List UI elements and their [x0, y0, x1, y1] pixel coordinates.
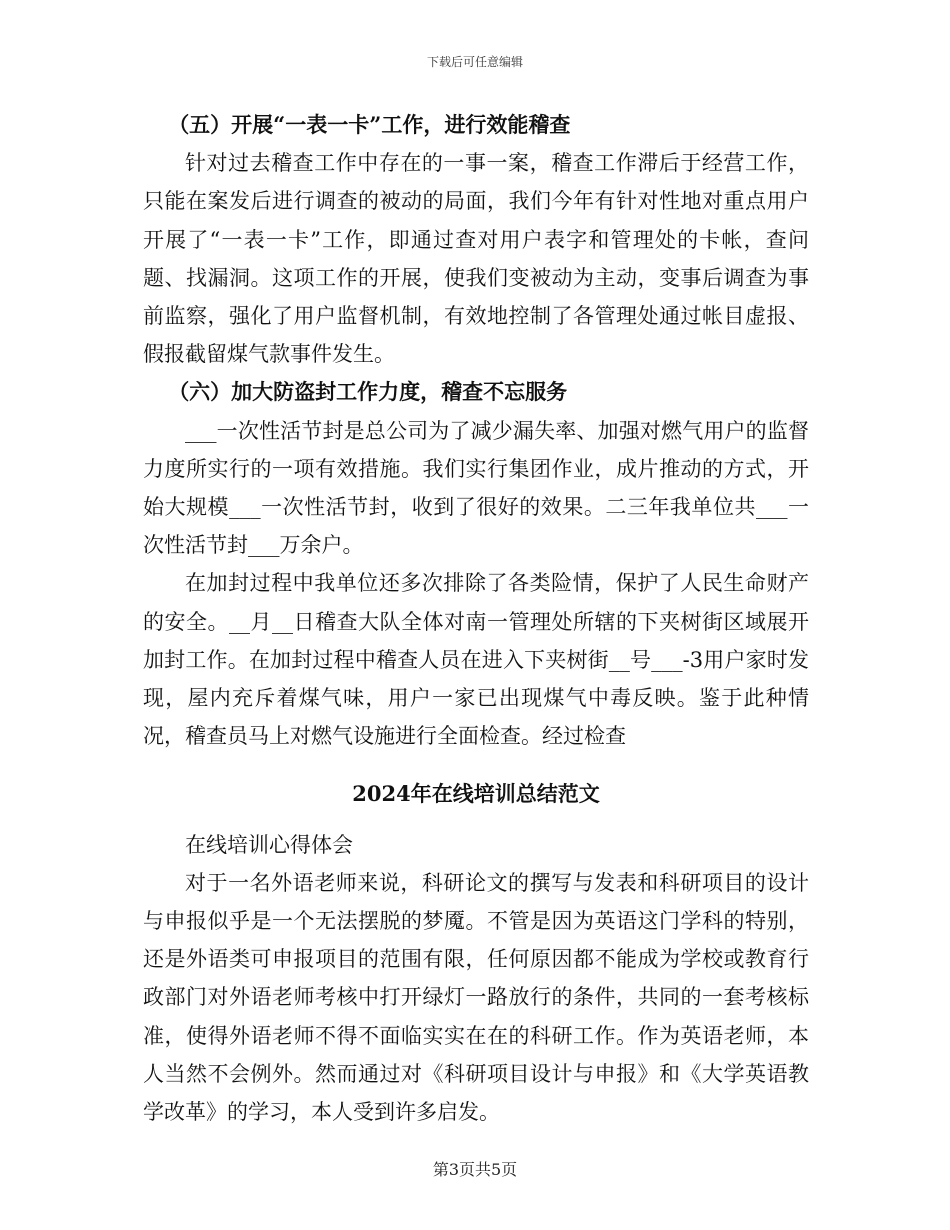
document-body: [143, 106, 809, 1131]
page-number: 第3页共5页: [432, 1160, 518, 1179]
section-heading-5: （五）开展“一表一卡”工作，进行效能稽查: [168, 112, 571, 137]
document-title: 2024年在线培训总结范文: [352, 781, 600, 807]
paragraph: 针对过去稽查工作中存在的一事一案，稽查工作滞后于经营工作，只能在案发后进行调查的被动的局面，我们今年有针对性地对重点用户开展了“一表一卡”工作，即通过查对用户表字和管理处的卡帐，查问题、找漏洞。这项工作的开展，使我们变被动为主动，变事后调查为事前监察，强化了用户监督机制，有效地控制了各管理处通过帐目虚报、假报截留煤气款事件发生。: [143, 151, 809, 367]
section-heading-6: （六）加大防盗封工作力度，稽查不忘服务: [168, 379, 568, 405]
paragraph: 对于一名外语老师来说，科研论文的撰写与发表和科研项目的设计与申报似乎是一个无法摆脱的梦魇。不管是因为英语这门学科的特别，还是外语类可申报项目的范围有限，任何原因都不能成为学校或教育行政部门对外语老师考核中打开绿灯一路放行的条件，共同的一套考核标准，使得外语老师不得不面临实实在在的科研工作。作为英语老师，本人当然不会例外。然而通过对《科研项目设计与申报》和《大学英语教学改革》的学习，本人受到许多启发。: [143, 870, 809, 1125]
paragraph: ___一次性活节封是总公司为了减少漏失率、加强对燃气用户的监督力度所实行的一项有效措施。我们实行集团作业，成片推动的方式，开始大规模___一次性活节封，收到了很好的效果。二三年我单位共___一次性活节封___万余户。: [143, 418, 809, 558]
paragraph: 在加封过程中我单位还多次排除了各类险情，保护了人民生命财产的安全。__月__日稽查大队全体对南一管理处所辖的下夹树街区域展开加封工作。在加封过程中稽查人员在进入下夹树街__号___-3用户家时发现，屋内充斥着煤气味，用户一家已出现煤气中毒反映。鉴于此种情况，稽查员马上对燃气设施进行全面检查。经过检查: [143, 571, 809, 749]
document-subtitle: 在线培训心得体会: [185, 832, 353, 857]
page-header: 下载后可任意编辑: [426, 55, 523, 69]
